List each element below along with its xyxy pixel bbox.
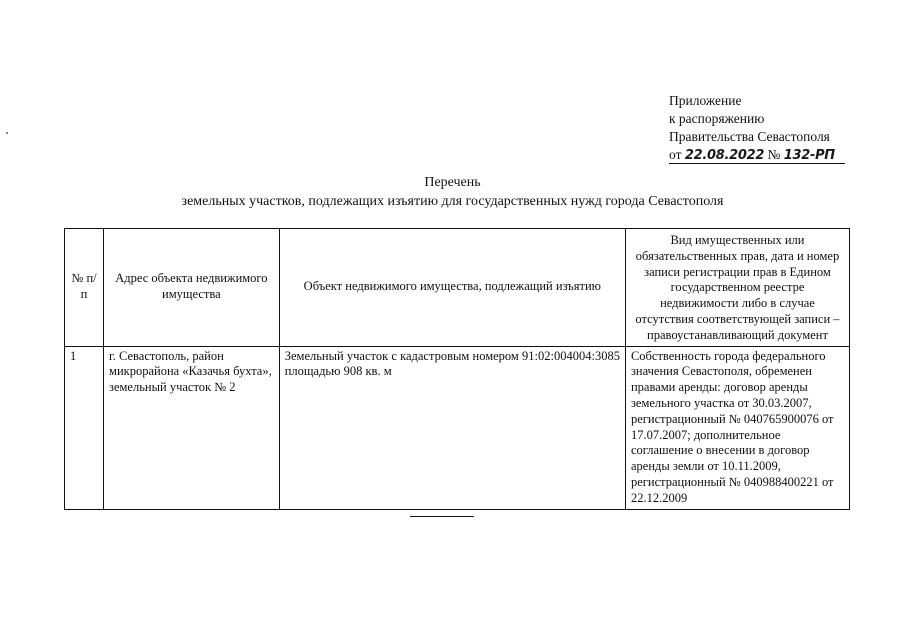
document-title: Перечень [424,175,481,190]
date-underline [669,163,845,164]
handwritten-date: 22.08.2022 [684,148,765,163]
appendix-line-1: Приложение [669,93,742,108]
appendix-line-2: к распоряжению [669,111,765,126]
header-rights: Вид имущественных или обязательственных прав, дата и номер записи регистрации прав в Едином государственном реестре недвижимости либо в случае отсутствия соответствующей записи – правоустанавливающий документ [625,229,849,347]
header-object: Объект недвижимого имущества, подлежащий изъятию [279,229,625,347]
document-subtitle: земельных участков, подлежащих изъятию для государственных нужд города Севастополя [181,194,724,209]
cell-address: г. Севастополь, район микрорайона «Казачья бухта», земельный участок № 2 [104,346,280,509]
number-sign: № [767,147,781,162]
appendix-date-line [669,146,835,165]
cell-object: Земельный участок с кадастровым номером 91:02:004004:3085 площадью 908 кв. м [279,346,625,509]
header-num: № п/п [65,229,104,347]
land-plots-table [64,228,850,510]
handwritten-number: 132-РП [783,148,835,163]
table-header-row [65,229,850,347]
header-address: Адрес объекта недвижимого имущества [104,229,280,347]
appendix-line-3: Правительства Севастополя [669,129,830,144]
table-row [65,346,850,509]
cell-num: 1 [65,346,104,509]
closing-rule [410,516,474,517]
appendix-block [669,92,835,165]
scan-speck [6,132,8,134]
cell-rights: Собственность города федерального значения Севастополя, обременен правами аренды: договор аренды земельного участка от 30.03.2007, регистрационный № 040765900076 от 17.07.2007; дополнительное соглашение о внесении в договор аренды земли от 10.11.2009, регистрационный № 040988400221 от 22.12.2009 [625,346,849,509]
date-prefix: от [669,147,682,162]
